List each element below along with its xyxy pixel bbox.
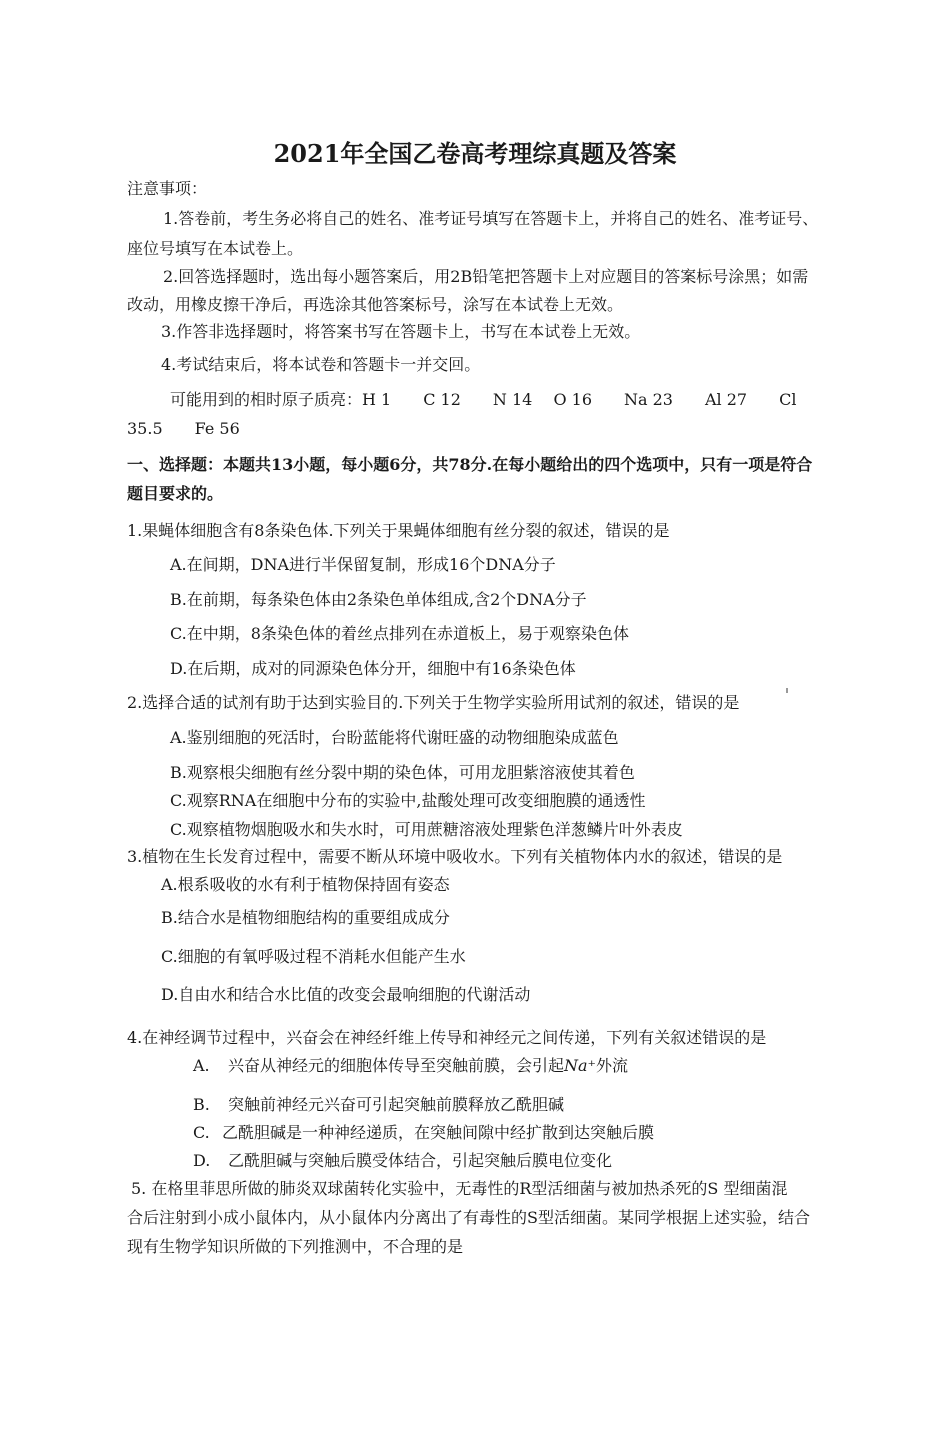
question-1-option-b: B.在前期，每条染色体由2条染色单体组成,含2个DNA分子	[170, 590, 587, 609]
notice-item-2-line-1: 2.回答选择题时，选出每小题答案后，用2B铅笔把答题卡上对应题目的答案标号涂黑；如需	[163, 267, 809, 286]
question-4-option-d: 乙酰胆碱与突触后膜受体结合，引起突触后膜电位变化	[228, 1151, 613, 1170]
stray-mark	[786, 688, 788, 693]
sodium-ion-formula: Na⁺	[564, 1056, 596, 1075]
question-2-option-b: B.观察根尖细胞有丝分裂中期的染色体，可用龙胆紫溶液使其着色	[170, 763, 635, 782]
question-4-stem: 4.在神经调节过程中，兴奋会在神经纤维上传导和神经元之间传递，下列有关叙述错误的是	[127, 1028, 767, 1047]
notice-item-2-line-2: 改动，用橡皮擦干净后，再选涂其他答案标号，涂写在本试卷上无效。	[127, 295, 624, 314]
atomic-masses-line-1: 可能用到的相时原子质亮：H 1 C 12 N 14 O 16 Na 23 Al 27 Cl	[170, 390, 797, 409]
question-5-line-3: 现有生物学知识所做的下列推测中，不合理的是	[127, 1237, 464, 1256]
question-3-option-d: D.自由水和结合水比值的改变会最响细胞的代谢活动	[161, 985, 531, 1004]
question-3-option-a: A.根系吸收的水有利于植物保持固有姿态	[161, 875, 450, 894]
notice-item-1-line-2: 座位号填写在本试卷上。	[127, 239, 304, 258]
question-5-line-2: 合后注射到小成小鼠体内，从小鼠体内分离出了有毒性的S型活细菌。某同学根据上述实验，结合	[127, 1208, 810, 1227]
question-4-option-a-label: A.	[193, 1056, 210, 1075]
question-3-option-c: C.细胞的有氧呼吸过程不消耗水但能产生水	[161, 947, 466, 966]
question-4-option-a	[228, 1055, 628, 1077]
question-3-option-b: B.结合水是植物细胞结构的重要组成成分	[161, 908, 450, 927]
question-4-option-c-label: C.	[193, 1123, 210, 1142]
question-3-stem: 3.植物在生长发育过程中，需要不断从环境中吸收水。下列有关植物体内水的叙述，错误的是	[127, 847, 783, 866]
question-1-stem: 1.果蝇体细胞含有8条染色体.下列关于果蝇体细胞有丝分裂的叙述，错误的是	[127, 521, 670, 540]
question-2-stem: 2.选择合适的试剂有助于达到实验目的.下列关于生物学实验所用试剂的叙述，错误的是	[127, 693, 740, 712]
question-2-option-d: C.观察植物烟胞吸水和失水时，可用蔗糖溶液处理紫色洋葱鳞片叶外表皮	[170, 820, 683, 839]
question-5-line-1: 5. 在格里菲思所做的肺炎双球菌转化实验中，无毒性的R型活细菌与被加热杀死的S 型细菌混	[131, 1179, 788, 1198]
question-2-option-a: A.鉴别细胞的死活时，台盼蓝能将代谢旺盛的动物细胞染成蓝色	[170, 728, 619, 747]
question-1-option-d: D.在后期，成对的同源染色体分开，细胞中有16条染色体	[170, 659, 576, 678]
notice-item-1-line-1: 1.答卷前，考生务必将自己的姓名、准考证号填写在答题卡上，并将自己的姓名、准考证号、	[163, 209, 819, 228]
notice-item-3: 3.作答非选择题时，将答案书写在答题卡上，书写在本试卷上无效。	[161, 322, 641, 341]
question-4-option-d-label: D.	[193, 1151, 211, 1170]
question-4-option-a-text: 兴奋从神经元的细胞体传导至突触前膜，会引起	[228, 1056, 565, 1075]
section-heading-line-2: 题目要求的。	[127, 484, 224, 503]
notice-heading: 注意事项：	[127, 179, 208, 198]
question-4-option-b: 突触前神经元兴奋可引起突触前膜释放乙酰胆碱	[228, 1095, 565, 1114]
question-1-option-a: A.在间期，DNA进行半保留复制，形成16个DNA分子	[170, 555, 556, 574]
question-4-option-a-suffix: 外流	[596, 1056, 629, 1075]
question-4-option-c: 乙酰胆碱是一种神经递质，在突触间隙中经扩散到达突触后膜	[222, 1123, 655, 1142]
question-1-option-c: C.在中期，8条染色体的着丝点排列在赤道板上，易于观察染色体	[170, 624, 629, 643]
question-4-option-b-label: B.	[193, 1095, 210, 1114]
notice-item-4: 4.考试结束后，将本试卷和答题卡一并交回。	[161, 355, 481, 374]
question-2-option-c: C.观察RNA在细胞中分布的实验中,盐酸处理可改变细胞膜的通透性	[170, 791, 646, 810]
page-title: 2021年全国乙卷高考理综真题及答案	[273, 139, 677, 168]
section-heading-line-1: 一、选择题：本题共13小题，每小题6分，共78分.在每小题给出的四个选项中，只有一项是符合	[127, 455, 813, 474]
atomic-masses-line-2: 35.5 Fe 56	[127, 419, 240, 438]
